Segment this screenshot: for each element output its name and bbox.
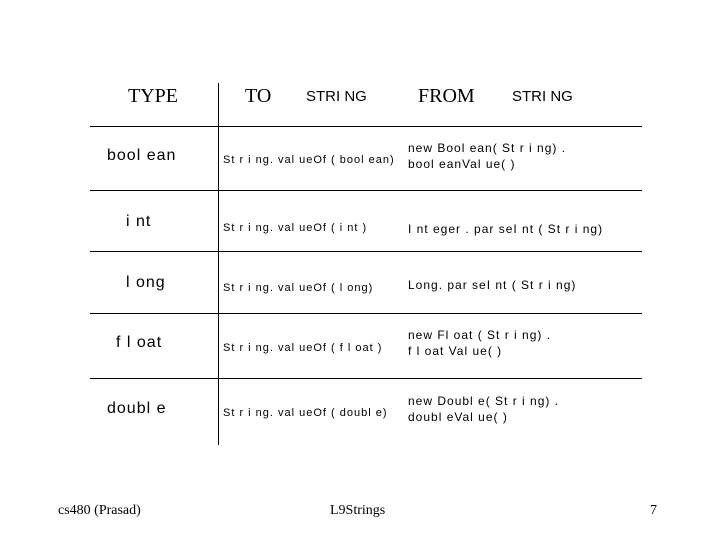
to-string-cell: St r i ng. val ueOf ( doubl e) [223, 407, 388, 419]
from-line: new Fl oat ( St r i ng) . [408, 328, 552, 342]
row-divider [90, 313, 642, 314]
from-line: f l oat Val ue( ) [408, 344, 503, 358]
from-line: doubl eVal ue( ) [408, 410, 508, 424]
from-string-cell [408, 140, 566, 172]
footer-title: L9Strings [330, 503, 386, 518]
type-cell: i nt [126, 213, 152, 230]
from-line: new Bool ean( St r i ng) . [408, 141, 567, 155]
header-to: TO [245, 85, 272, 107]
page-number: 7 [650, 503, 657, 518]
header-from-string: STRI NG [512, 88, 573, 105]
to-string-cell: St r i ng. val ueOf ( f l oat ) [223, 342, 383, 354]
from-line: new Doubl e( St r i ng) . [408, 394, 560, 408]
header-type: TYPE [128, 85, 178, 107]
type-cell: l ong [126, 274, 166, 291]
row-divider [90, 378, 642, 379]
type-cell: bool ean [107, 147, 177, 164]
footer-course: cs480 (Prasad) [58, 503, 141, 518]
from-line: I nt eger . par seI nt ( St r i ng) [408, 222, 604, 236]
column-divider [218, 83, 219, 445]
row-divider [90, 126, 642, 127]
to-string-cell: St r i ng. val ueOf ( l ong) [223, 282, 374, 294]
row-divider [90, 190, 642, 191]
row-divider [90, 251, 642, 252]
header-from: FROM [418, 85, 475, 107]
type-cell: f l oat [116, 334, 163, 351]
type-cell: doubl e [107, 400, 167, 417]
from-string-cell [408, 393, 559, 425]
from-string-cell [408, 221, 603, 237]
from-line: bool eanVal ue( ) [408, 157, 516, 171]
to-string-cell: St r i ng. val ueOf ( bool ean) [223, 154, 395, 166]
to-string-cell: St r i ng. val ueOf ( i nt ) [223, 222, 368, 234]
from-string-cell [408, 327, 551, 359]
from-string-cell [408, 277, 576, 293]
from-line: Long. par seI nt ( St r i ng) [408, 278, 577, 292]
header-to-string: STRI NG [306, 88, 367, 105]
